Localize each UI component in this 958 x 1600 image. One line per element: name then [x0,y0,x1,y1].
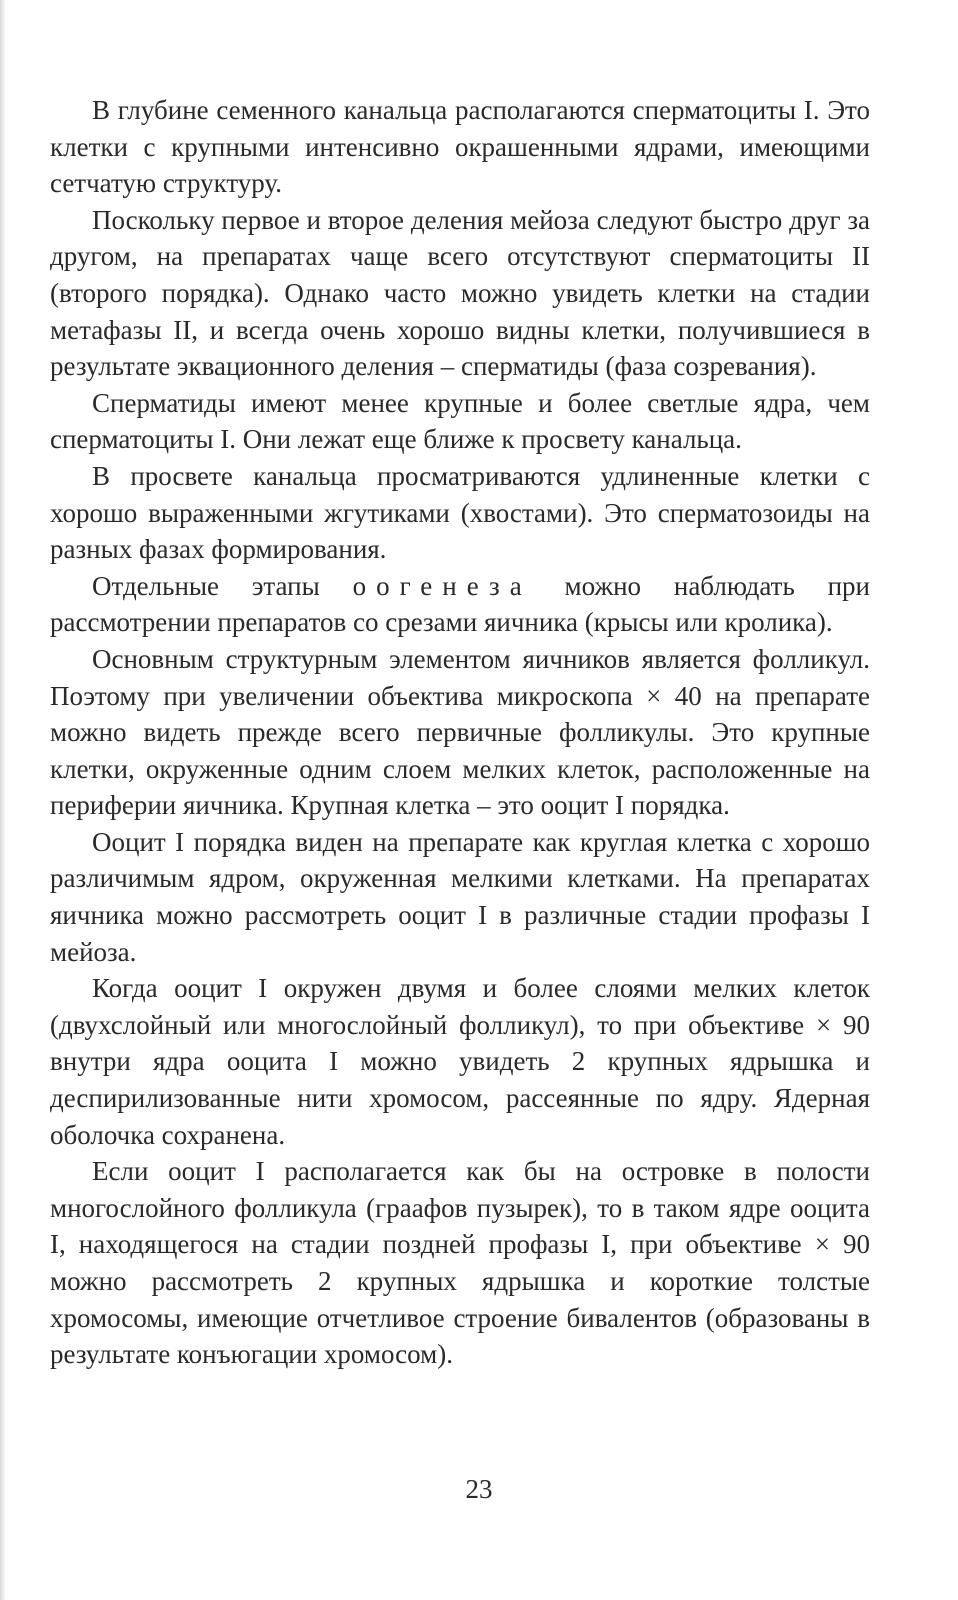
paragraph-spermatozoa: В просвете канальца просматриваются удлиненные клетки с хорошо выраженными жгутиками (хвостами). Это сперматозоиды на разных фазах формирования. [50,460,870,565]
paragraph-spermatocytes-i: В глубине семенного канальца располагаются сперматоциты I. Это клетки с крупными интенсивно окрашенными ядрами, имеющими сетчатую структуру. [50,95,870,199]
paragraph-graafian-follicle: Если ооцит I располагается как бы на островке в полости многослойного фолликула (граафов пузырек), то в таком ядре ооцита I, находящегося на стадии поздней профазы I, при объективе × 90 можно рассмотреть 2 крупных ядрышка и короткие толстые хромосомы, имеющие отчетливое строение бивалентов (образованы в результате конъюгации хромосом). [50,1156,870,1370]
paragraph-follicle: Основным структурным элементом яичников является фолликул. Поэтому при увеличении объектива микроскопа × 40 на препарате можно видеть прежде всего первичные фолликулы. Это крупные клетки, окруженные одним слоем мелких клеток, расположенные на периферии яичника. Крупная клетка – это ооцит I порядка. [50,643,870,821]
oogenesis-spaced-term: оогенеза [352,570,532,601]
paragraph-multilayer-follicle: Когда ооцит I окружен двумя и более слоями мелких клеток (двухслойный или многослойный фолликул), то при объективе × 90 внутри ядра ооцита I можно увидеть 2 крупных ядрышка и деспирилизованные нити хромосом, рассеянные по ядру. Ядерная оболочка сохранена. [50,973,870,1150]
body-text [50,92,870,1373]
page-number: 23 [465,1474,493,1504]
paragraph-spermatids: Сперматиды имеют менее крупные и более светлые ядра, чем сперматоциты I. Они лежат еще ближе к просвету канальца. [50,387,870,455]
oogenesis-tail-text: можно наблюдать при рассмотрении препаратов со срезами яичника (крысы или кролика). [50,570,870,638]
oogenesis-lead-text: Отдельные этапы [92,570,353,601]
paragraph-meiosis-divisions: Поскольку первое и второе деления мейоза следуют быстро друг за другом, на препаратах чаще всего отсутствуют сперматоциты II (второго порядка). Однако часто можно увидеть клетки на стадии метафазы II, и всегда очень хорошо видны клетки, получившиеся в результате эквационного деления – сперматиды (фаза созревания). [50,204,870,382]
paragraph-oocyte-i: Ооцит I порядка виден на препарате как круглая клетка с хорошо различимым ядром, окруженная мелкими клетками. На препаратах яичника можно рассмотреть ооцит I в различные стадии профазы I мейоза. [50,826,870,967]
page-edge-shadow [0,0,6,1600]
paragraph-oogenesis [50,568,870,641]
